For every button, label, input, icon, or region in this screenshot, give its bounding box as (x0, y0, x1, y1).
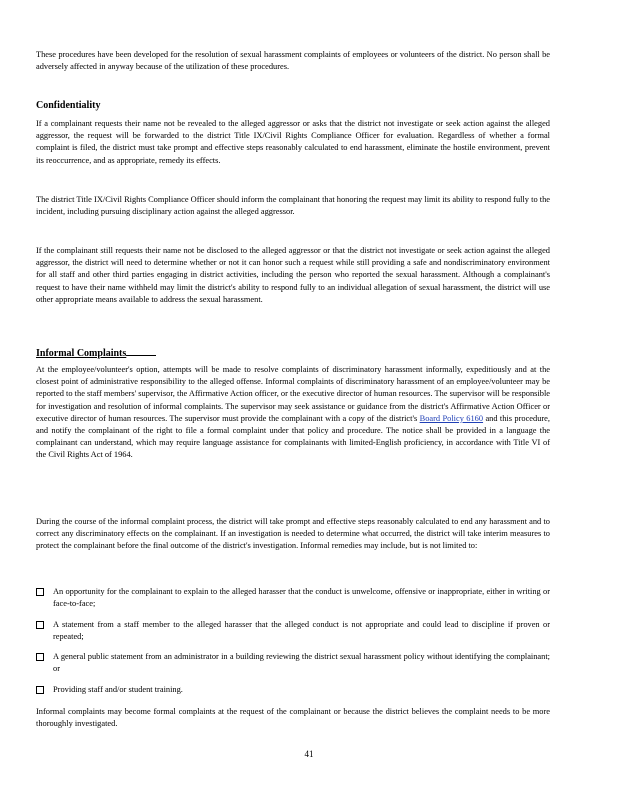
checkbox-bullet-icon (36, 621, 44, 629)
informal-paragraph-2: During the course of the informal complaint process, the district will take prompt and effective steps reasonably calculated to end any harassment and to correct any discriminatory effects on the complainant. If an investigation is needed to determine what occurred, the district will take interim measures to protect the complainant before the final outcome of the district's investigation. Informal remedies may include, but is not limited to: (36, 517, 550, 551)
informal-paragraph-3: Informal complaints may become formal complaints at the request of the complainant or because the district believes the complaint needs to be more thoroughly investigated. (36, 707, 550, 729)
informal-complaints-heading (36, 347, 156, 359)
remedy-text: A general public statement from an administrator in a building reviewing the district sexual harassment policy without identifying the complainant; or (53, 652, 550, 674)
checkbox-bullet-icon (36, 686, 44, 694)
informal-complaints-heading-text: Informal Complaints (36, 348, 127, 359)
page-number: 41 (304, 749, 314, 759)
remedy-text: A statement from a staff member to the alleged harasser that the alleged conduct is not appropriate and could lead to discipline if proven or repeated; (53, 620, 550, 642)
informal-p1-text-a: At the employee/volunteer's option, attempts will be made to resolve complaints of discriminatory harassment informally, expeditiously and at the closest point of administrative responsibility to the alleged offense. Informal complaints of discriminatory harassment of an employee/volunteer may be reported to the staff members' supervisor, the Affirmative Action officer, or the executive director of human resources. The supervisor will be responsible for investigation and resolution of informal complaints. The supervisor may seek assistance or guidance from the district's Affirmative Action Officer or executive director of human resources. The supervisor must provide the complainant with a copy of the district's (36, 365, 550, 423)
checkbox-bullet-icon (36, 653, 44, 661)
remedy-text: An opportunity for the complainant to explain to the alleged harasser that the conduct is unwelcome, offensive or inappropriate, either in writing or face-to-face; (53, 587, 550, 609)
heading-underline-tail (126, 347, 156, 356)
board-policy-6160-link[interactable]: Board Policy 6160 (419, 413, 484, 423)
intro-paragraph: These procedures have been developed for the resolution of sexual harassment complaints of employees or volunteers of the district. No person shall be adversely affected in anyway because of the utilization of these procedures. (36, 50, 550, 72)
confidentiality-paragraph-3: If the complainant still requests their name not be disclosed to the alleged aggressor or that the district not investigate or seek action against the alleged aggressor, the district will need to determine whether or not it can honor such a request while still providing a safe and nondiscriminatory environment for all staff and other third parties engaging in district activities, including the person who reported the sexual harassment. Although a complainant's request to have their name withheld may limit the district's ability to respond fully to an individual allegation of sexual harassment, the district will use other appropriate means available to address the sexual harassment. (36, 246, 550, 304)
informal-paragraph-1 (36, 364, 550, 462)
confidentiality-paragraph-2: The district Title IX/Civil Rights Compliance Officer should inform the complainant that honoring the request may limit its ability to respond fully to the incident, including pursuing disciplinary action against the alleged aggressor. (36, 195, 550, 217)
checkbox-bullet-icon (36, 588, 44, 596)
confidentiality-heading: Confidentiality (36, 100, 101, 111)
remedy-text: Providing staff and/or student training. (53, 685, 183, 694)
informal-p1-text-b: and this procedure, and notify the complainant of the right to file a formal complaint under that policy and procedure. The notice shall be provided in a language the complainant can understand, which may require language assistance for complainants with limited-English proficiency, in accordance with Title VI of the Civil Rights Act of 1964. (36, 413, 550, 460)
confidentiality-paragraph-1: If a complainant requests their name not be revealed to the alleged aggressor or asks that the district not investigate or seek action against the alleged aggressor, the request will be forwarded to the district Title IX/Civil Rights Compliance Officer for evaluation. Regardless of whether a formal complaint is filed, the district must take prompt and effective steps reasonably calculated to end harassment, eliminate the hostile environment, prevent its reoccurrence, and as appropriate, remedy its effects. (36, 119, 550, 165)
